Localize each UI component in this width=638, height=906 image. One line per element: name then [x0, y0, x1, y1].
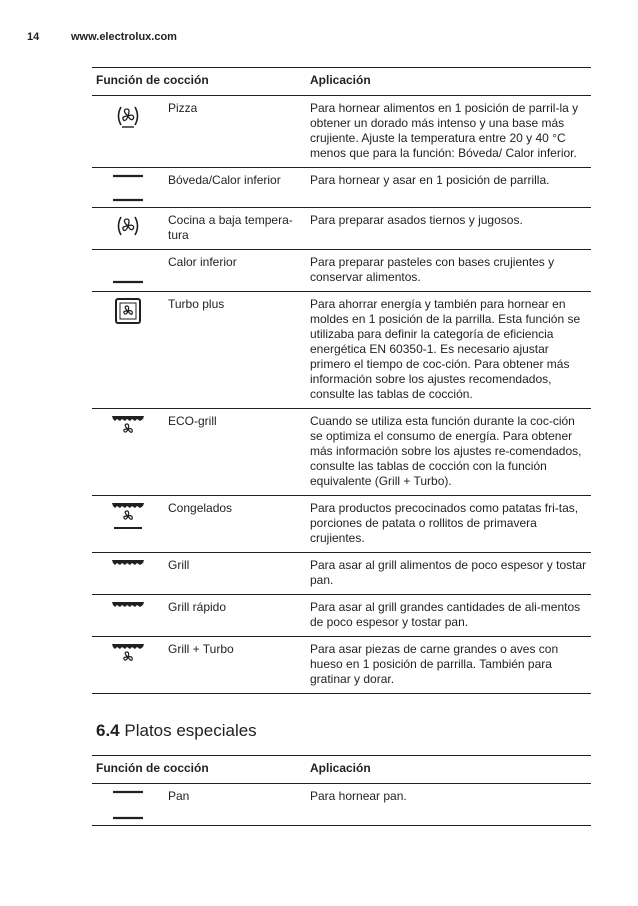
function-application: Para asar al grill grandes cantidades de ali-mentos de poco espesor y tostar pan. [306, 595, 591, 637]
function-name: Grill [164, 553, 306, 595]
function-application: Para productos precocinados como patatas fri-tas, porciones de patata o rollitos de primavera crujientes. [306, 496, 591, 553]
column-header-application: Aplicación [306, 68, 591, 96]
function-application: Para preparar pasteles con bases crujientes y conservar alimentos. [306, 250, 591, 292]
cooking-functions-table [92, 67, 591, 694]
column-header-function: Función de cocción [92, 756, 306, 784]
top-bottom-heat-icon [92, 784, 164, 826]
function-application: Para preparar asados tiernos y jugosos. [306, 208, 591, 250]
function-application: Para hornear alimentos en 1 posición de parril-la y obtener un dorado más intenso y una base más crujiente. Ajuste la temperatura entre 20 y 40 °C menos que para la función: Bóveda/ Calor inferior. [306, 96, 591, 168]
grill-icon [92, 553, 164, 595]
table-row [92, 784, 591, 826]
function-name: Turbo plus [164, 292, 306, 409]
table-row [92, 595, 591, 637]
table-row [92, 292, 591, 409]
table-row [92, 496, 591, 553]
website-url: www.electrolux.com [71, 31, 177, 43]
table-header-row [92, 756, 591, 784]
pizza-fan-icon [92, 96, 164, 168]
function-application: Para hornear pan. [306, 784, 591, 826]
column-header-application: Aplicación [306, 756, 591, 784]
function-name: Grill rápido [164, 595, 306, 637]
function-application: Cuando se utiliza esta función durante la coc-ción se optimiza el consumo de energía. Para obtener más información sobre los ajustes re-comendados, consulte las tablas de cocción con la función equivalente (Grill + Turbo). [306, 409, 591, 496]
section-heading [96, 721, 257, 741]
function-name: Cocina a baja tempera-tura [164, 208, 306, 250]
frozen-icon [92, 496, 164, 553]
function-application: Para ahorrar energía y también para hornear en moldes en 1 posición de la parrilla. Esta función se utilizaba para definir la categoría de eficiencia energética EN 60350-1. Es necesario ajustar primero el tiempo de coc-ción. Para obtener más información sobre los ajustes recomendados, consulte las tablas de cocción. [306, 292, 591, 409]
top-bottom-heat-icon [92, 168, 164, 208]
grill-turbo-icon [92, 637, 164, 694]
table-header-row [92, 68, 591, 96]
special-dishes-table [92, 755, 591, 826]
function-name: Pan [164, 784, 306, 826]
eco-grill-icon [92, 409, 164, 496]
table-row [92, 409, 591, 496]
function-application: Para asar piezas de carne grandes o aves con hueso en 1 posición de parrilla. También para gratinar y dorar. [306, 637, 591, 694]
table-row [92, 96, 591, 168]
function-name: Grill + Turbo [164, 637, 306, 694]
function-name: Congelados [164, 496, 306, 553]
turbo-plus-icon [92, 292, 164, 409]
function-name: Bóveda/Calor inferior [164, 168, 306, 208]
low-temp-fan-icon [92, 208, 164, 250]
section-title: Platos especiales [124, 721, 257, 740]
section-number: 6.4 [96, 721, 120, 740]
page-number: 14 [27, 31, 40, 43]
function-name: ECO-grill [164, 409, 306, 496]
function-application: Para asar al grill alimentos de poco espesor y tostar pan. [306, 553, 591, 595]
function-name: Calor inferior [164, 250, 306, 292]
page-header [27, 31, 177, 43]
table-row [92, 637, 591, 694]
function-name: Pizza [164, 96, 306, 168]
function-application: Para hornear y asar en 1 posición de parrilla. [306, 168, 591, 208]
fast-grill-icon [92, 595, 164, 637]
table-row [92, 553, 591, 595]
bottom-heat-icon [92, 250, 164, 292]
table-row [92, 168, 591, 208]
table-row [92, 208, 591, 250]
column-header-function: Función de cocción [92, 68, 306, 96]
table-row [92, 250, 591, 292]
